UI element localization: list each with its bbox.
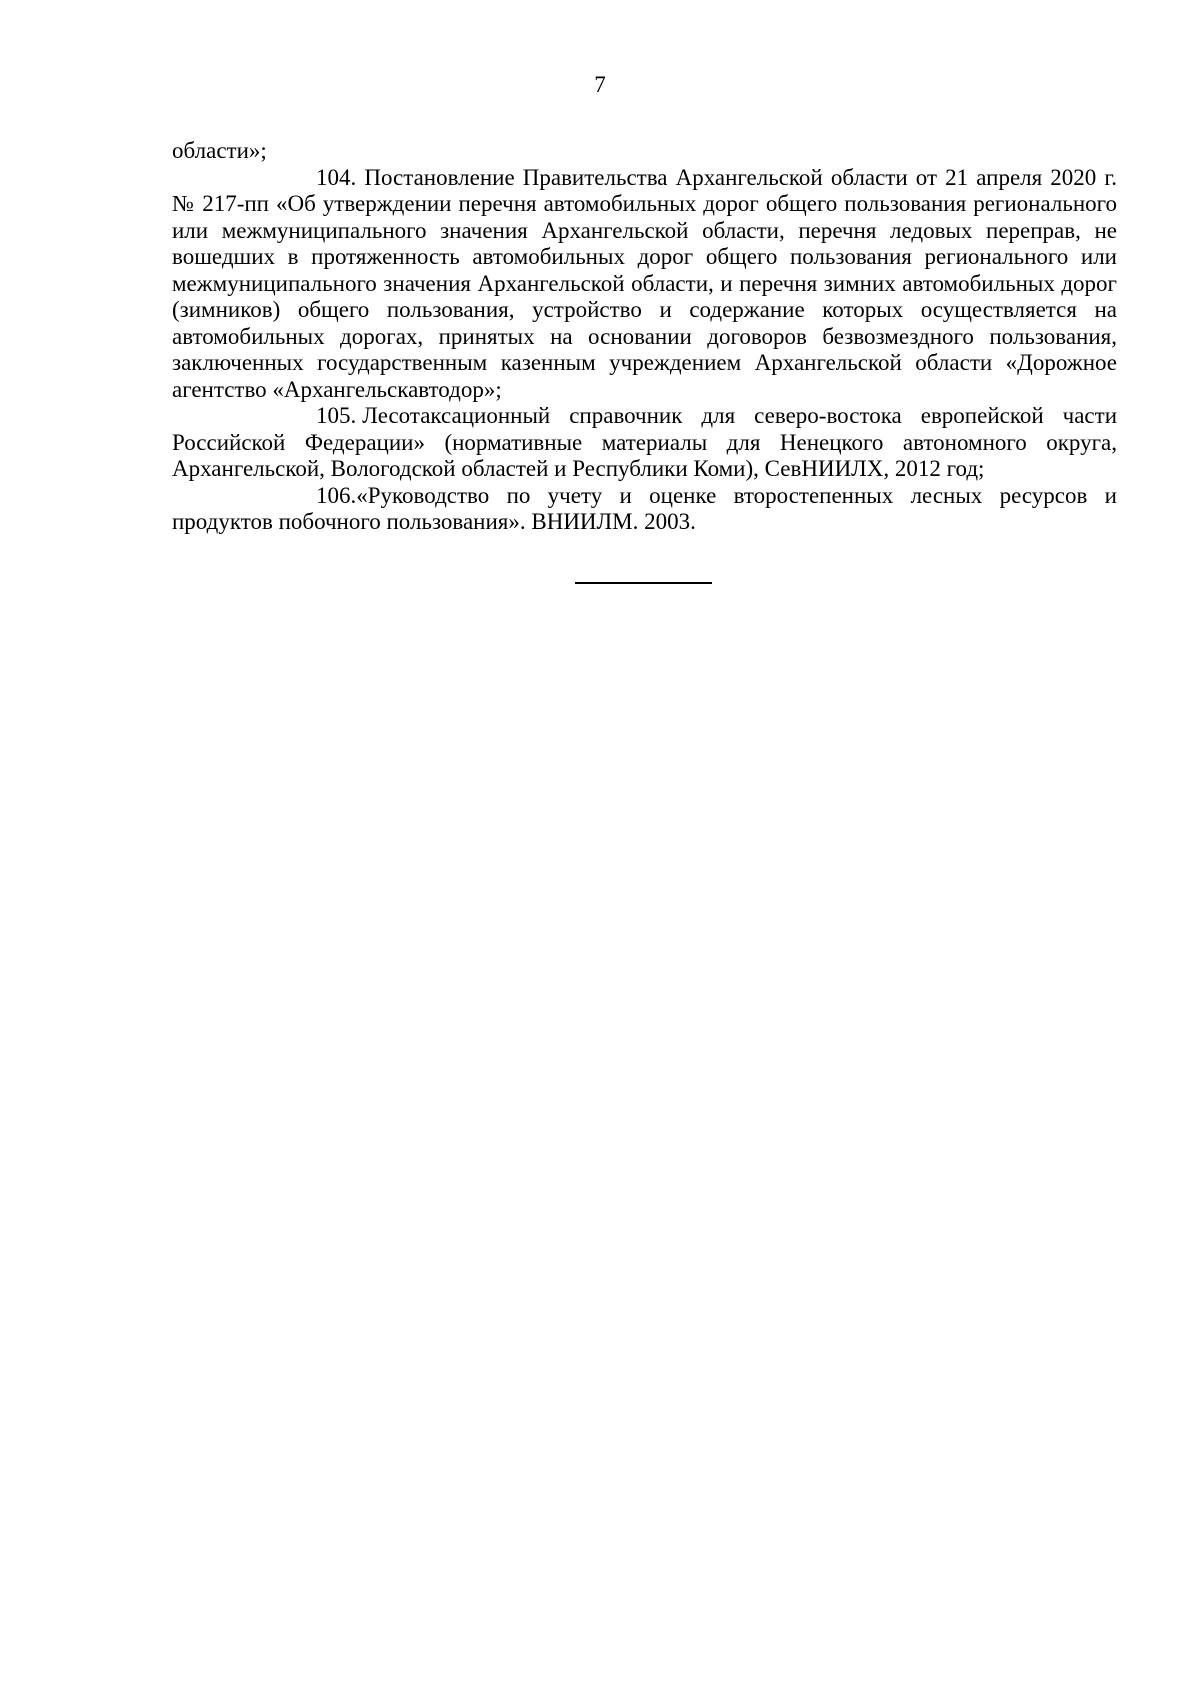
item-number: 105.: [316, 403, 357, 428]
item-number: 106.: [316, 482, 357, 508]
list-item-105: [172, 403, 1117, 483]
item-text: Лесотаксационный справочник для северо-востока европейской части Российской Федерации» (нормативные материалы для Ненецкого автономного округа, Архангельской, Вологодской областей и Республики Коми), СевНИИЛХ, 2012 год;: [172, 403, 1117, 481]
item-text: Постановление Правительства Архангельской области от 21 апреля 2020 г. № 217-пп «Об утверждении перечня автомобильных дорог общего пользования регионального или межмуниципального значения Архангельской области, перечня ледовых переправ, не вошедших в протяженность автомобильных дорог общего пользования регионального или межмуниципального значения Архангельской области, и перечня зимних автомобильных дорог (зимников) общего пользования, устройство и содержание которых осуществляется на автомобильных дорогах, принятых на основании договоров безвозмездного пользования, заключенных государственным казенным учреждением Архангельской области «Дорожное агентство «Архангельскавтодор»;: [172, 164, 1117, 402]
item-number: 104.: [316, 164, 357, 190]
list-item-104: [172, 165, 1117, 404]
end-divider: [575, 582, 712, 584]
list-item-106: [172, 483, 1117, 536]
document-body: [172, 138, 1117, 536]
page-number: 7: [594, 72, 606, 97]
item-text: «Руководство по учету и оценке второстепенных лесных ресурсов и продуктов побочного пользования». ВНИИЛМ. 2003.: [172, 482, 1117, 534]
continuation-text: области»;: [172, 138, 267, 163]
